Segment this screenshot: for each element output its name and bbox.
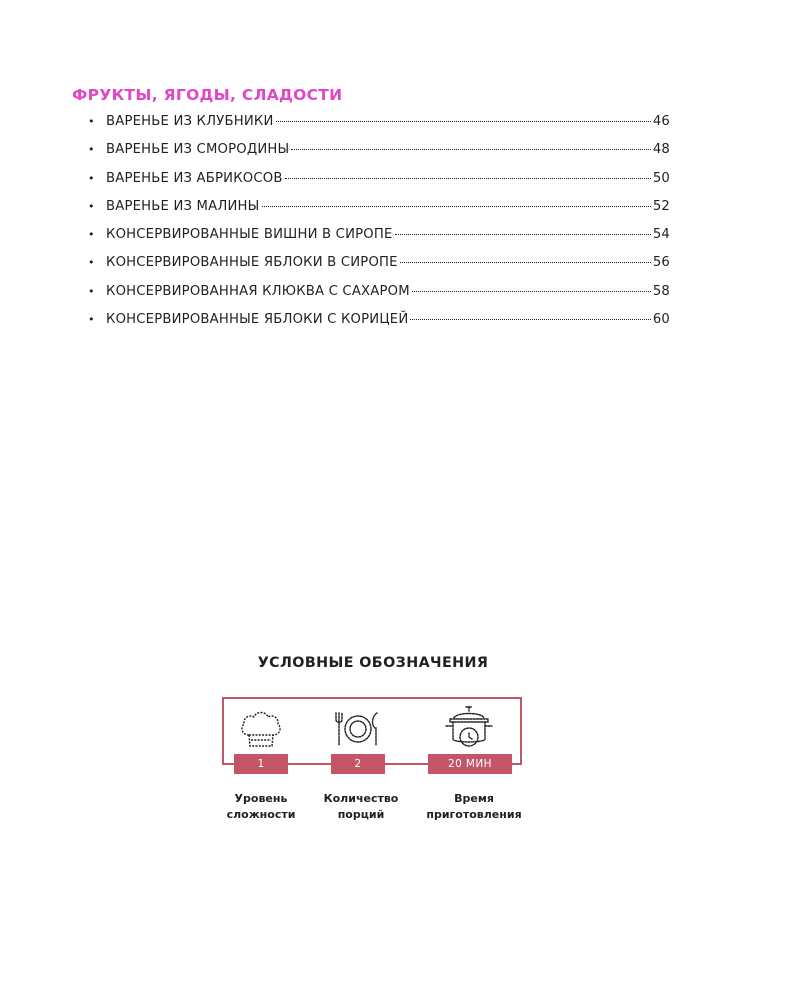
toc-entry-page: 50 xyxy=(652,170,670,186)
bullet: • xyxy=(88,143,95,157)
cooking-time-caption xyxy=(419,791,529,823)
toc-entry[interactable] xyxy=(88,142,670,170)
caption-line: порций xyxy=(337,808,385,821)
bullet: • xyxy=(88,313,95,327)
toc-entry[interactable] xyxy=(88,227,670,255)
table-of-contents xyxy=(88,114,670,340)
difficulty-caption xyxy=(206,791,316,823)
toc-entry[interactable] xyxy=(88,284,670,312)
dot-leader xyxy=(395,233,651,235)
dot-leader xyxy=(400,261,651,263)
toc-entry[interactable] xyxy=(88,199,670,227)
toc-entry-page: 54 xyxy=(652,227,670,243)
caption-line: приготовления xyxy=(426,808,522,821)
toc-entry-page: 58 xyxy=(652,283,670,299)
toc-entry-title: КОНСЕРВИРОВАННЫЕ ЯБЛОКИ В СИРОПЕ xyxy=(106,255,398,271)
dot-leader xyxy=(276,120,651,122)
toc-entry[interactable] xyxy=(88,255,670,283)
bullet: • xyxy=(88,256,95,270)
plate-cutlery-icon xyxy=(331,707,385,751)
bullet: • xyxy=(88,171,95,185)
dot-leader xyxy=(262,205,651,207)
toc-entry-title: ВАРЕНЬЕ ИЗ КЛУБНИКИ xyxy=(106,114,274,129)
servings-badge: 2 xyxy=(331,754,385,774)
toc-entry[interactable] xyxy=(88,171,670,199)
toc-entry-title: ВАРЕНЬЕ ИЗ СМОРОДИНЫ xyxy=(106,142,290,158)
chef-hat-icon xyxy=(237,707,285,751)
toc-entry-page: 46 xyxy=(652,114,670,129)
toc-entry[interactable] xyxy=(88,312,670,340)
cooking-pot-timer-icon xyxy=(441,703,497,751)
toc-entry-page: 60 xyxy=(652,312,670,328)
toc-entry-title: КОНСЕРВИРОВАННЫЕ ВИШНИ В СИРОПЕ xyxy=(106,227,393,243)
section-title: ФРУКТЫ, ЯГОДЫ, СЛАДОСТИ xyxy=(72,86,343,104)
legend-title: УСЛОВНЫЕ ОБОЗНАЧЕНИЯ xyxy=(257,655,489,671)
caption-line: Уровень xyxy=(234,792,288,805)
bullet: • xyxy=(88,115,95,128)
dot-leader xyxy=(285,177,651,179)
toc-entry-title: КОНСЕРВИРОВАННАЯ КЛЮКВА С САХАРОМ xyxy=(106,283,410,299)
toc-entry-page: 52 xyxy=(652,198,670,214)
dot-leader xyxy=(291,148,650,150)
caption-line: Количество xyxy=(323,792,399,805)
caption-line: Время xyxy=(454,792,494,805)
servings-caption xyxy=(306,791,416,823)
bullet: • xyxy=(88,284,95,298)
caption-line: сложности xyxy=(226,808,296,821)
toc-entry[interactable] xyxy=(88,114,670,142)
toc-entry-page: 48 xyxy=(652,142,670,158)
difficulty-badge: 1 xyxy=(234,754,288,774)
dot-leader xyxy=(410,318,650,320)
toc-entry-page: 56 xyxy=(652,255,670,271)
toc-entry-title: КОНСЕРВИРОВАННЫЕ ЯБЛОКИ С КОРИЦЕЙ xyxy=(106,312,409,328)
dot-leader xyxy=(412,290,651,292)
bullet: • xyxy=(88,228,95,242)
bullet: • xyxy=(88,199,95,213)
toc-entry-title: ВАРЕНЬЕ ИЗ АБРИКОСОВ xyxy=(106,170,283,186)
toc-entry-title: ВАРЕНЬЕ ИЗ МАЛИНЫ xyxy=(106,198,260,214)
cooking-time-badge: 20 МИН xyxy=(428,754,512,774)
